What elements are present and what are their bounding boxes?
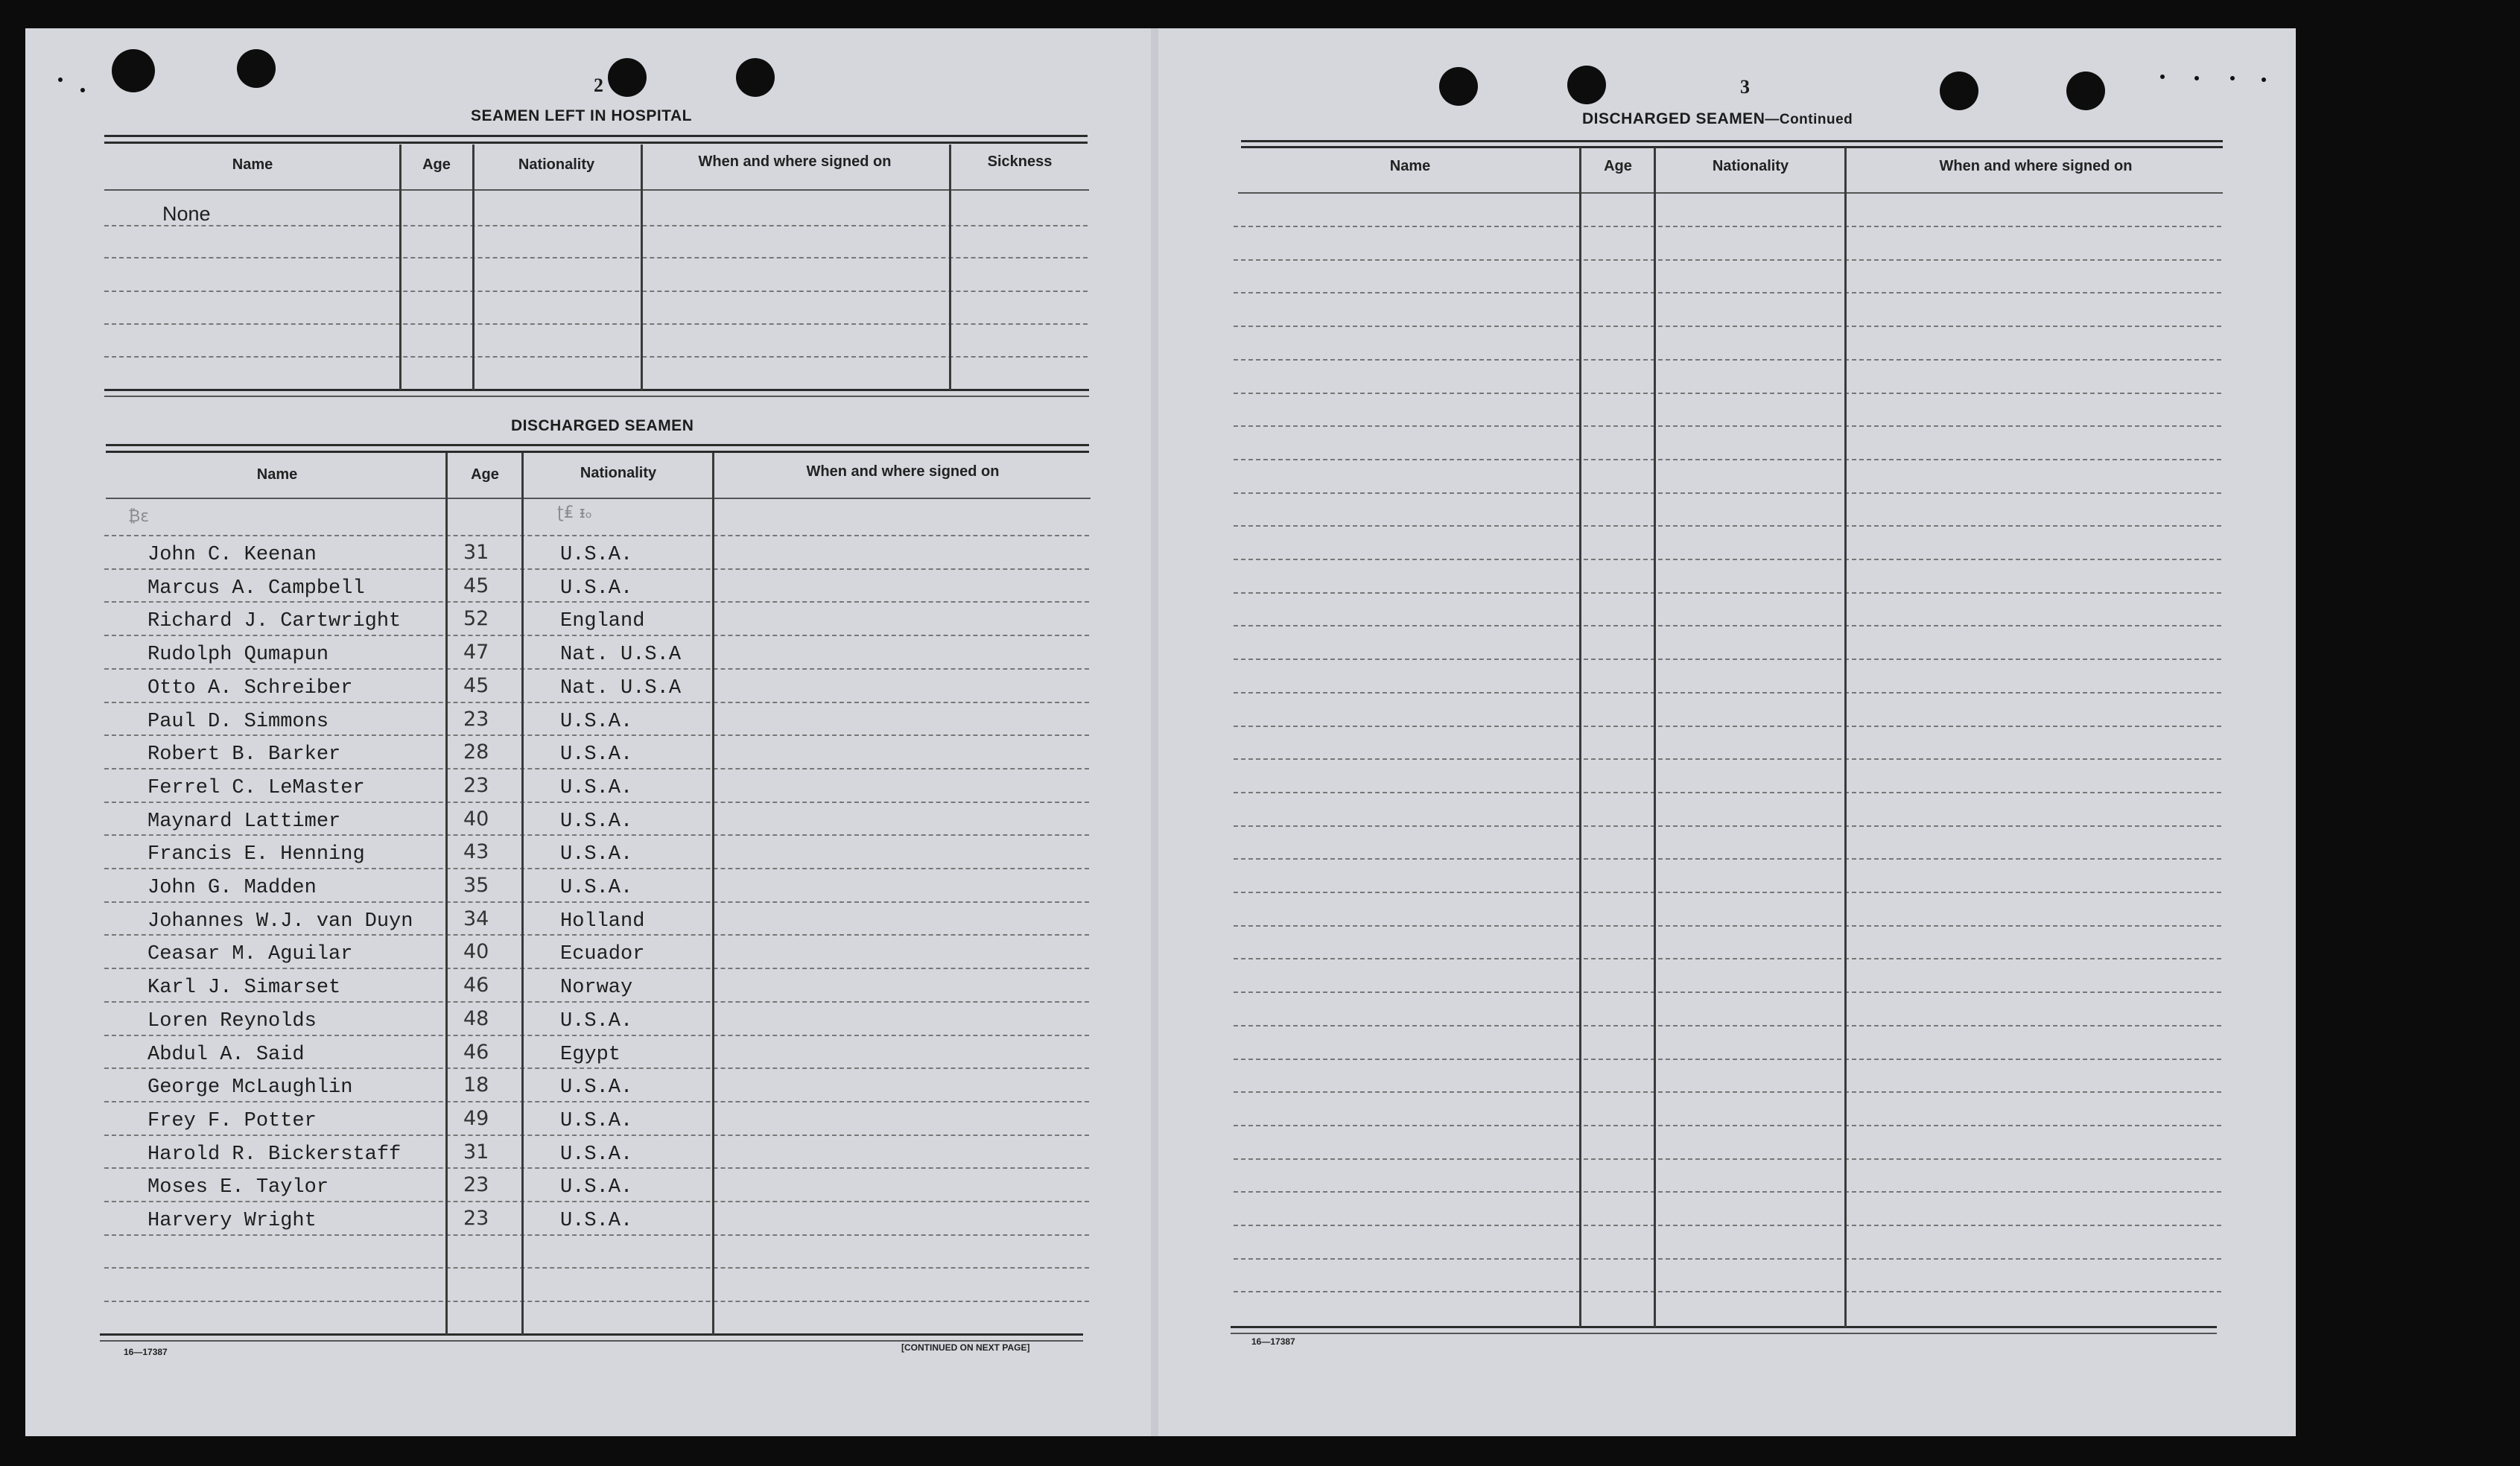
column-divider [949, 145, 951, 390]
row-line [104, 934, 1089, 936]
row-line [1234, 459, 2221, 460]
seaman-nationality: Nat. U.S.A [560, 644, 682, 667]
seaman-age: 23 [463, 773, 489, 797]
seaman-nationality: Nat. U.S.A [560, 676, 682, 699]
row-line [1234, 1059, 2221, 1060]
seaman-name: Harold R. Bickerstaff [147, 1143, 402, 1166]
seaman-age: 31 [463, 1140, 489, 1164]
row-line [104, 257, 1088, 258]
seaman-nationality: U.S.A. [560, 1109, 633, 1132]
title-main: DISCHARGED SEAMEN [1582, 110, 1765, 127]
row-line [104, 768, 1089, 770]
faded-mark: ʈ₤ ᵻₒ [557, 504, 592, 522]
col-nationality: Nationality [518, 156, 595, 173]
hospital-entry: None [162, 203, 211, 225]
seaman-age: 47 [463, 641, 489, 664]
seaman-nationality: U.S.A. [560, 743, 633, 767]
row-line [1234, 1291, 2221, 1292]
row-line [1234, 1158, 2221, 1160]
seaman-name: John G. Madden [147, 877, 317, 899]
row-line [104, 734, 1089, 736]
seaman-age: 46 [463, 1040, 489, 1064]
row-line [1234, 492, 2221, 494]
seaman-nationality: U.S.A. [560, 1176, 633, 1199]
row-line [1234, 625, 2221, 626]
form-number-right: 16—17387 [1251, 1336, 1295, 1347]
seaman-nationality: U.S.A. [560, 810, 633, 833]
row-line [1234, 359, 2221, 361]
row-line [104, 291, 1088, 292]
seaman-nationality: Ecuador [560, 943, 645, 966]
seaman-nationality: Egypt [560, 1043, 621, 1066]
seaman-nationality: U.S.A. [560, 1009, 633, 1032]
rule [1241, 146, 2223, 148]
hospital-title: SEAMEN LEFT IN HOSPITAL [471, 107, 692, 124]
seaman-age: 52 [463, 607, 489, 631]
specks [2194, 76, 2199, 80]
seaman-name: Richard J. Cartwright [147, 610, 402, 633]
row-line [1234, 1091, 2221, 1093]
row-line [104, 1001, 1089, 1003]
seaman-nationality: U.S.A. [560, 1143, 633, 1166]
col-signed-on: When and where signed on [806, 463, 1000, 480]
punch-hole [1940, 72, 1978, 110]
row-line [1234, 726, 2221, 727]
col-name: Name [1389, 158, 1431, 174]
seaman-name: Francis E. Henning [147, 843, 365, 866]
seaman-age: 43 [463, 840, 489, 864]
row-line [1234, 326, 2221, 327]
row-line [1234, 292, 2221, 293]
punch-hole [608, 58, 647, 97]
row-line [104, 802, 1089, 803]
col-signed-on: When and where signed on [1939, 158, 2133, 174]
seaman-age: 31 [463, 541, 489, 564]
punch-hole [736, 58, 775, 97]
rule [104, 142, 1088, 144]
row-line [104, 1101, 1089, 1102]
punch-hole [1439, 67, 1478, 106]
col-nationality: Nationality [1712, 158, 1789, 174]
row-line [104, 1135, 1089, 1136]
row-line [104, 1201, 1089, 1202]
rule [1241, 140, 2223, 142]
seaman-name: Ferrel C. LeMaster [147, 776, 365, 799]
seaman-age: 23 [463, 1173, 489, 1197]
seaman-age: 35 [463, 874, 489, 897]
row-line [1234, 659, 2221, 660]
discharged-title: DISCHARGED SEAMEN [511, 417, 694, 434]
seaman-name: Karl J. Simarset [147, 977, 341, 1000]
seaman-age: 23 [463, 707, 489, 731]
rule [104, 135, 1088, 137]
specks [2262, 77, 2266, 82]
col-name: Name [232, 156, 273, 173]
row-line [104, 834, 1089, 836]
row-line [104, 535, 1089, 536]
seaman-nationality: U.S.A. [560, 843, 633, 866]
row-line [1234, 925, 2221, 927]
column-divider [399, 145, 402, 390]
row-line [1234, 259, 2221, 261]
seaman-name: Robert B. Barker [147, 743, 341, 767]
row-line [104, 356, 1088, 358]
rule [104, 389, 1089, 391]
column-divider [641, 145, 643, 390]
row-line [104, 702, 1089, 703]
col-nationality: Nationality [580, 465, 657, 481]
row-line [1234, 1125, 2221, 1126]
column-divider [472, 145, 475, 390]
row-line [104, 1267, 1089, 1269]
row-line [104, 868, 1089, 869]
row-line [1234, 792, 2221, 793]
seaman-nationality: Norway [560, 977, 633, 1000]
punch-hole [2066, 72, 2105, 110]
col-name: Name [256, 466, 298, 483]
seaman-age: 49 [463, 1106, 489, 1130]
seaman-name: Ceasar M. Aguilar [147, 943, 353, 966]
specks [2160, 74, 2165, 79]
col-age: Age [1604, 158, 1632, 174]
seaman-age: 34 [463, 907, 489, 930]
row-line [1234, 1258, 2221, 1260]
seaman-name: Maynard Lattimer [147, 810, 341, 833]
rule [1238, 192, 2223, 194]
row-line [104, 1067, 1089, 1069]
specks [58, 77, 63, 82]
row-line [104, 323, 1088, 325]
rule [100, 1333, 1083, 1336]
seaman-age: 40 [463, 940, 489, 964]
seaman-age: 28 [463, 740, 489, 764]
seaman-nationality: England [560, 610, 645, 633]
seaman-name: John C. Keenan [147, 544, 317, 566]
row-line [1234, 559, 2221, 560]
seaman-age: 45 [463, 574, 489, 597]
row-line [1234, 1025, 2221, 1026]
page-number-left: 2 [594, 74, 603, 96]
row-line [104, 1167, 1089, 1169]
faded-mark: ₿ɛ [128, 507, 150, 526]
col-age: Age [471, 466, 499, 483]
row-line [104, 1301, 1089, 1302]
column-divider [712, 453, 714, 1335]
seaman-name: Marcus A. Campbell [147, 577, 365, 600]
punch-hole [1567, 66, 1606, 104]
seaman-age: 45 [463, 673, 489, 697]
page-fold [1151, 28, 1158, 1436]
seaman-name: Abdul A. Said [147, 1043, 305, 1066]
row-line [1234, 958, 2221, 959]
row-line [104, 901, 1089, 903]
punch-hole [112, 49, 155, 92]
col-sickness: Sickness [987, 153, 1053, 170]
row-line [1234, 692, 2221, 694]
row-line [1234, 226, 2221, 227]
row-line [1234, 825, 2221, 827]
column-divider [445, 453, 448, 1335]
continued-note: [CONTINUED ON NEXT PAGE] [901, 1342, 1030, 1353]
row-line [1234, 525, 2221, 527]
punch-hole [237, 49, 276, 88]
seaman-name: Moses E. Taylor [147, 1176, 329, 1199]
seaman-name: Rudolph Qumapun [147, 644, 329, 667]
row-line [1234, 758, 2221, 760]
title-continued: —Continued [1765, 112, 1853, 127]
discharged-cont-title [1582, 110, 1853, 128]
seaman-age: 18 [463, 1073, 489, 1097]
rule [104, 189, 1089, 191]
row-line [104, 1035, 1089, 1036]
rule [106, 451, 1089, 453]
seaman-nationality: U.S.A. [560, 1210, 633, 1232]
col-signed-on: When and where signed on [698, 153, 892, 170]
row-line [104, 1234, 1089, 1236]
seaman-nationality: U.S.A. [560, 1076, 633, 1100]
form-number-left: 16—17387 [124, 1347, 168, 1357]
specks [2230, 76, 2235, 80]
row-line [104, 568, 1089, 570]
seaman-name: Paul D. Simmons [147, 710, 329, 733]
seaman-nationality: Holland [560, 910, 645, 933]
row-line [104, 225, 1088, 226]
seaman-age: 48 [463, 1006, 489, 1030]
column-divider [1844, 147, 1847, 1327]
rule [100, 1340, 1083, 1342]
seaman-name: Johannes W.J. van Duyn [147, 910, 413, 933]
row-line [1234, 393, 2221, 394]
specks [80, 88, 85, 92]
row-line [1234, 1225, 2221, 1226]
row-line [104, 635, 1089, 636]
seaman-name: Frey F. Potter [147, 1109, 317, 1132]
row-line [104, 668, 1089, 670]
row-line [1234, 892, 2221, 893]
row-line [1234, 425, 2221, 427]
page-number-right: 3 [1740, 76, 1750, 98]
row-line [1234, 592, 2221, 594]
column-divider [1654, 147, 1656, 1327]
seaman-nationality: U.S.A. [560, 710, 633, 733]
seaman-nationality: U.S.A. [560, 544, 633, 566]
row-line [104, 601, 1089, 603]
seaman-nationality: U.S.A. [560, 577, 633, 600]
rule [1231, 1326, 2217, 1328]
seaman-nationality: U.S.A. [560, 877, 633, 899]
rule [1231, 1333, 2217, 1334]
row-line [1234, 991, 2221, 993]
row-line [1234, 1191, 2221, 1193]
seaman-age: 23 [463, 1207, 489, 1230]
row-line [1234, 858, 2221, 860]
seaman-age: 46 [463, 974, 489, 997]
column-divider [521, 453, 524, 1335]
rule [104, 396, 1089, 397]
seaman-name: Otto A. Schreiber [147, 676, 353, 699]
col-age: Age [422, 156, 451, 173]
rule [106, 498, 1091, 499]
column-divider [1579, 147, 1581, 1327]
seaman-name: George McLaughlin [147, 1076, 353, 1100]
seaman-nationality: U.S.A. [560, 776, 633, 799]
seaman-age: 40 [463, 807, 489, 831]
row-line [104, 968, 1089, 969]
seaman-name: Harvery Wright [147, 1210, 317, 1232]
seaman-name: Loren Reynolds [147, 1009, 317, 1032]
rule [106, 444, 1089, 446]
